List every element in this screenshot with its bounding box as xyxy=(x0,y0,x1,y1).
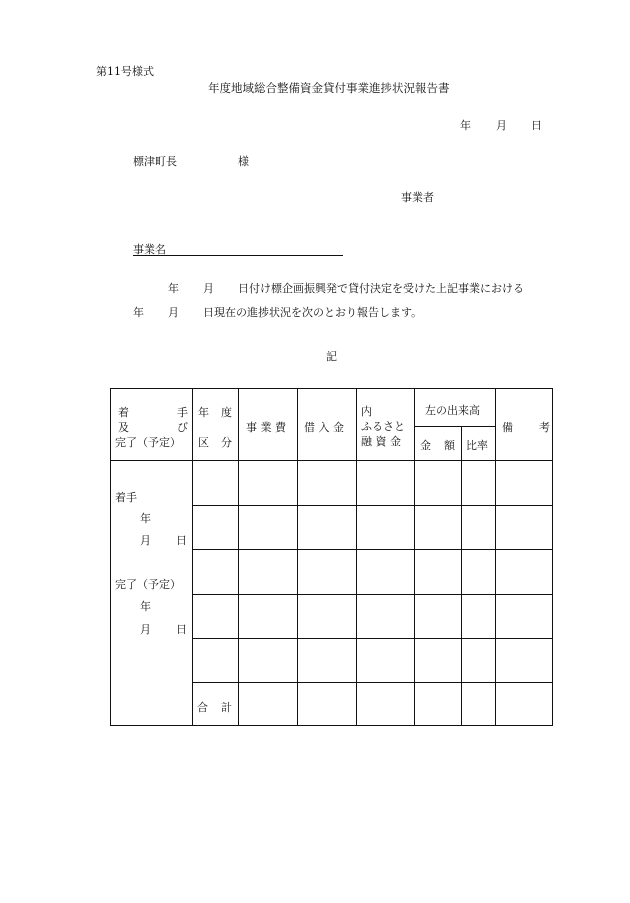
header-start-a: 着 xyxy=(118,406,129,419)
header-project-cost: 事 業 費 xyxy=(246,421,286,434)
body-line2-text: 日現在の進捗状況を次のとおり報告します。 xyxy=(203,306,423,319)
table-divider xyxy=(192,389,193,725)
table-divider xyxy=(461,426,462,725)
date-year-label: 年 xyxy=(460,119,471,132)
table-divider xyxy=(192,549,552,550)
body-line1-month: 月 xyxy=(203,282,214,295)
table-divider xyxy=(238,389,239,725)
date-month-label: 月 xyxy=(496,119,507,132)
header-amount-b: 額 xyxy=(444,439,455,452)
header-complete: 完了（予定） xyxy=(115,436,181,449)
left-complete: 完了（予定） xyxy=(115,578,181,591)
header-ratio: 比率 xyxy=(466,439,488,452)
total-a: 合 xyxy=(197,701,208,714)
body-line1-text: 日付け標企画振興発で貸付決定を受けた上記事業における xyxy=(238,282,524,295)
header-inner: 内 xyxy=(361,405,372,418)
header-division-b: 分 xyxy=(221,436,232,449)
project-name-field[interactable] xyxy=(133,241,343,256)
left-complete-year: 年 xyxy=(140,600,151,613)
project-name-label: 事業名 xyxy=(133,243,166,256)
progress-table xyxy=(110,388,553,726)
reporter-label: 事業者 xyxy=(401,191,434,204)
header-financing: 融 資 金 xyxy=(361,435,401,448)
table-divider xyxy=(297,389,298,725)
header-fiscal-b: 度 xyxy=(221,406,232,419)
body-line2-month: 月 xyxy=(168,306,179,319)
left-start: 着手 xyxy=(115,491,137,504)
header-fiscal-a: 年 xyxy=(198,406,209,419)
table-divider xyxy=(192,594,552,595)
form-number: 第11号様式 xyxy=(96,65,154,78)
addressee-name: 標津町長 xyxy=(133,155,177,168)
header-furusato: ふるさと xyxy=(361,420,405,433)
left-complete-day: 日 xyxy=(176,623,187,636)
date-day-label: 日 xyxy=(531,119,542,132)
header-borrowing: 借 入 金 xyxy=(304,421,344,434)
table-divider xyxy=(192,638,552,639)
table-divider xyxy=(414,389,415,725)
total-b: 計 xyxy=(221,701,232,714)
body-line2-year: 年 xyxy=(133,306,144,319)
ki-marker: 記 xyxy=(326,350,337,363)
header-progress: 左の出来高 xyxy=(425,404,480,417)
table-divider xyxy=(192,505,552,506)
header-division-a: 区 xyxy=(198,436,209,449)
header-and-a: 及 xyxy=(118,421,129,434)
header-remarks-a: 備 xyxy=(502,421,513,434)
table-divider xyxy=(192,682,552,683)
header-amount-a: 金 xyxy=(420,439,431,452)
page-title: 年度地域総合整備資金貸付事業進捗状況報告書 xyxy=(208,81,450,95)
table-divider xyxy=(356,389,357,725)
header-remarks-b: 考 xyxy=(539,421,550,434)
left-start-month: 月 xyxy=(140,534,151,547)
header-start-b: 手 xyxy=(177,406,188,419)
table-divider xyxy=(111,460,552,461)
table-divider xyxy=(495,389,496,725)
left-complete-month: 月 xyxy=(140,623,151,636)
header-and-b: び xyxy=(177,421,188,434)
table-divider xyxy=(414,426,495,427)
body-line1-year: 年 xyxy=(168,282,179,295)
left-start-day: 日 xyxy=(176,534,187,547)
left-start-year: 年 xyxy=(140,512,151,525)
addressee-honorific: 様 xyxy=(238,155,249,168)
